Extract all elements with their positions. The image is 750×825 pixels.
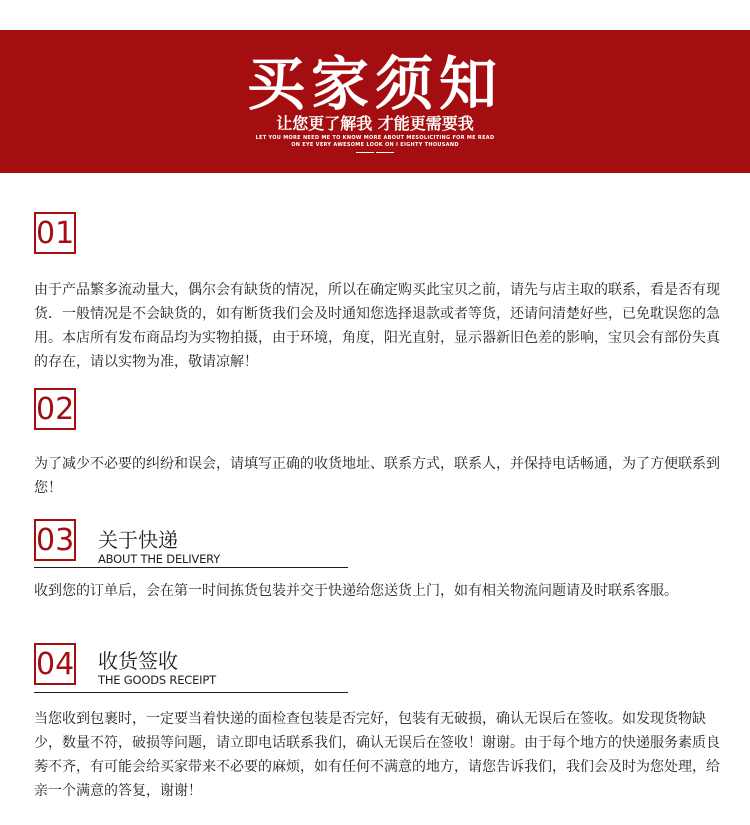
section-number-02: 02 xyxy=(34,388,76,430)
banner-title: 买家须知 xyxy=(246,50,503,118)
section-02-body: 为了减少不必要的纠纷和误会，请填写正确的收货地址、联系方式，联系人，并保持电话畅通，为了方便联系到您！ xyxy=(34,456,720,496)
section-04-title-en: THE GOODS RECEIPT xyxy=(98,673,216,687)
banner-english-line-2: ON EYE VERY AWESOME LOOK ON I EIGHTY THOUSAND xyxy=(291,142,459,148)
header-banner xyxy=(0,30,750,173)
section-04-body: 当您收到包裹时，一定要当着快递的面检查包装是否完好，包装有无破损，确认无误后在签收。如发现货物缺少，数量不符，破损等问题，请立即电话联系我们，确认无误后在签收！谢谢。由于每个地方的快递服务素质良莠不齐，有可能会给买家带来不必要的麻烦，如有任何不满意的地方，请您告诉我们，我们会及时为您处理，给亲一个满意的答复，谢谢！ xyxy=(34,711,720,799)
section-03-title: 关于快递 xyxy=(98,528,178,552)
section-03-body: 收到您的订单后，会在第一时间拣货包装并交于快递给您送货上门，如有相关物流问题请及时联系客服。 xyxy=(34,583,678,599)
section-03-title-en: ABOUT THE DELIVERY xyxy=(98,552,221,566)
section-number-04: 04 xyxy=(34,643,76,685)
section-number-03: 03 xyxy=(34,519,76,561)
banner-divider-right xyxy=(376,152,394,153)
section-03-divider xyxy=(34,567,348,568)
banner-subtitle: 让您更了解我 才能更需要我 xyxy=(276,114,474,133)
banner-divider-left xyxy=(356,152,374,153)
section-number-01: 01 xyxy=(34,212,76,254)
banner-english-line-1: LET YOU MORE NEED ME TO KNOW MORE ABOUT MESOLICITING FOR ME READ xyxy=(255,135,495,141)
section-04-title: 收货签收 xyxy=(98,649,178,673)
section-01-body: 由于产品繁多流动量大，偶尔会有缺货的情况，所以在确定购买此宝贝之前，请先与店主取的联系，看是否有现货．一般情况是不会缺货的，如有断货我们会及时通知您选择退款或者等货，还请问清楚好些，已免耽误您的急用。本店所有发布商品均为实物拍摄，由于环境，角度，阳光直射，显示器新旧色差的影响，宝贝会有部份失真的存在，请以实物为准，敬请凉解！ xyxy=(34,282,720,370)
section-04-divider xyxy=(34,692,348,693)
